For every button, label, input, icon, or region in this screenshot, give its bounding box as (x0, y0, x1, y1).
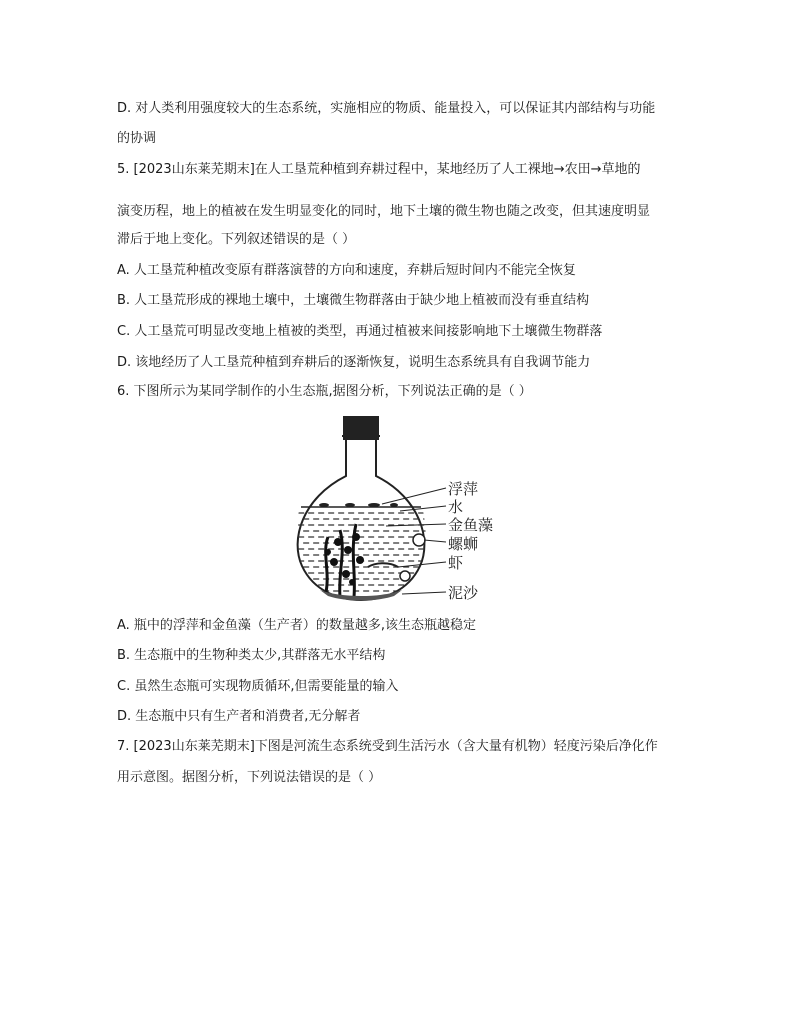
q6-option-b: B. 生态瓶中的生物种类太少,其群落无水平结构 (117, 648, 386, 663)
q5-option-d: D. 该地经历了人工垦荒种植到弃耕后的逐渐恢复，说明生态系统具有自我调节能力 (117, 355, 591, 370)
q5-stem-line2: 演变历程，地上的植被在发生明显变化的同时，地下土壤的微生物也随之改变，但其速度明显 (117, 204, 651, 219)
water-hatching (298, 513, 434, 597)
q5-option-b: B. 人工垦荒形成的裸地土壤中，土壤微生物群落由于缺少地上植被而没有垂直结构 (117, 293, 590, 308)
label-shrimp: 虾 (448, 554, 464, 572)
label-water: 水 (448, 498, 464, 516)
q4-option-d-line1: D. 对人类利用强度较大的生态系统，实施相应的物质、能量投入，可以保证其内部结构与功能 (117, 101, 656, 116)
q6-stem: 6. 下图所示为某同学制作的小生态瓶,据图分析，下列说法正确的是（ ） (117, 384, 532, 399)
q5-option-a: A. 人工垦荒种植改变原有群落演替的方向和速度，弃耕后短时间内不能完全恢复 (117, 263, 576, 278)
sand-layer (320, 590, 402, 601)
label-snail: 螺蛳 (448, 535, 479, 553)
q7-stem-line1: 7. [2023山东莱芜期末]下图是河流生态系统受到生活污水（含大量有机物）轻度污染后净化作 (117, 739, 658, 754)
q5-stem-line3: 滞后于地上变化。下列叙述错误的是（ ） (117, 232, 356, 247)
q6-option-d: D. 生态瓶中只有生产者和消费者,无分解者 (117, 709, 361, 724)
q6-option-c: C. 虽然生态瓶可实现物质循环,但需要能量的输入 (117, 679, 399, 694)
q7-stem-line2: 用示意图。据图分析，下列说法错误的是（ ） (117, 770, 382, 785)
label-sand: 泥沙 (448, 584, 479, 602)
label-duckweed: 浮萍 (448, 480, 479, 498)
q5-stem-line1: 5. [2023山东莱芜期末]在人工垦荒种植到弃耕过程中，某地经历了人工裸地→农田→草地的 (117, 162, 641, 177)
ecosystem-bottle-figure (290, 412, 520, 606)
q6-option-a: A. 瓶中的浮萍和金鱼藻（生产者）的数量越多,该生态瓶越稳定 (117, 618, 477, 633)
q4-option-d-line2: 的协调 (117, 131, 157, 146)
snail (413, 534, 425, 546)
q5-option-c: C. 人工垦荒可明显改变地上植被的类型，再通过植被来间接影响地下土壤微生物群落 (117, 324, 603, 339)
label-hornwort: 金鱼藻 (448, 516, 494, 534)
